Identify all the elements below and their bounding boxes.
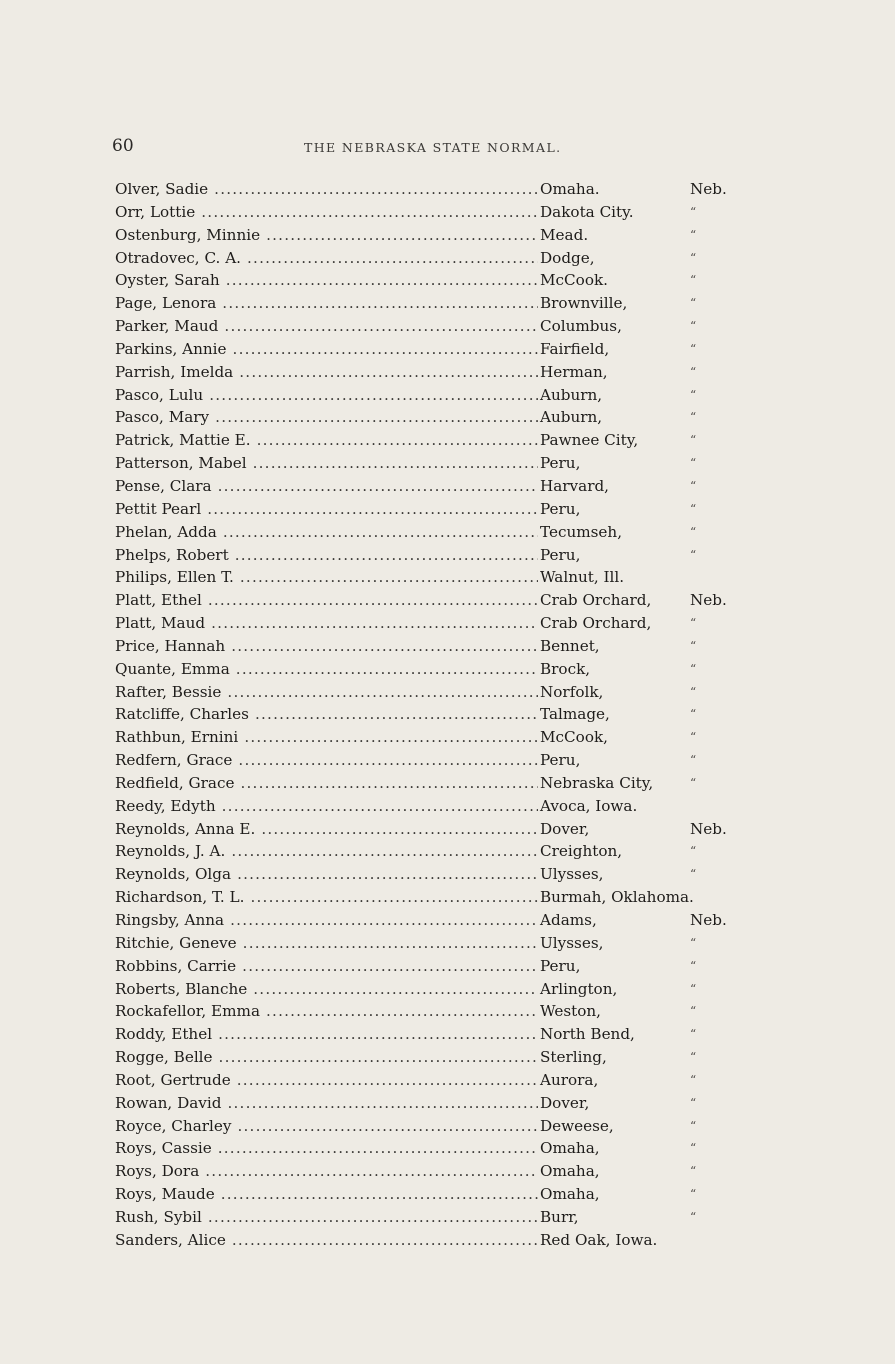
student-name: Quante, Emma ..... <box>115 658 538 681</box>
student-name: Rush, Sybil ..... <box>115 1206 538 1229</box>
list-item <box>115 269 745 292</box>
student-town: Peru, <box>538 498 580 521</box>
student-state: “ <box>690 1000 697 1023</box>
student-name: Philips, Ellen T. ..... <box>115 566 538 589</box>
student-town: Dakota City. <box>538 201 634 224</box>
list-item <box>115 1137 745 1160</box>
list-item <box>115 1115 745 1138</box>
student-town: Columbus, <box>538 315 622 338</box>
list-item <box>115 178 745 201</box>
student-town: Burmah, Oklahoma. <box>538 886 694 909</box>
student-name: Royce, Charley ..... <box>115 1115 538 1138</box>
student-name: Parkins, Annie ..... <box>115 338 538 361</box>
list-item <box>115 1092 745 1115</box>
student-state: “ <box>690 1160 697 1183</box>
student-state: “ <box>690 1023 697 1046</box>
student-state: “ <box>690 269 697 292</box>
student-state: “ <box>690 315 697 338</box>
list-item <box>115 726 745 749</box>
student-town: Tecumseh, <box>538 521 622 544</box>
page-number: 60 <box>112 136 134 156</box>
student-town: Omaha, <box>538 1183 600 1206</box>
student-state: “ <box>690 406 697 429</box>
student-town: Norfolk, <box>538 681 603 704</box>
student-state: “ <box>690 247 697 270</box>
student-state: “ <box>690 498 697 521</box>
student-state: “ <box>690 1092 697 1115</box>
student-town: Auburn, <box>538 406 602 429</box>
student-state: “ <box>690 635 697 658</box>
student-state: Neb. <box>690 178 727 201</box>
student-town: Burr, <box>538 1206 579 1229</box>
student-name: Root, Gertrude ..... <box>115 1069 538 1092</box>
list-item <box>115 589 745 612</box>
student-town: Brock, <box>538 658 590 681</box>
list-item <box>115 406 745 429</box>
student-name: Roys, Maude ..... <box>115 1183 538 1206</box>
student-town: Nebraska City, <box>538 772 653 795</box>
student-town: Bennet, <box>538 635 600 658</box>
student-town: Sterling, <box>538 1046 607 1069</box>
student-town: Crab Orchard, <box>538 612 651 635</box>
student-state: “ <box>690 932 697 955</box>
student-town: Ulysses, <box>538 863 603 886</box>
list-item <box>115 612 745 635</box>
student-town: Harvard, <box>538 475 609 498</box>
list-item <box>115 1229 745 1252</box>
student-state: “ <box>690 384 697 407</box>
student-town: Weston, <box>538 1000 601 1023</box>
student-town: Dover, <box>538 818 589 841</box>
student-town: Pawnee City, <box>538 429 638 452</box>
list-item <box>115 772 745 795</box>
student-town: North Bend, <box>538 1023 635 1046</box>
student-name: Roys, Cassie ..... <box>115 1137 538 1160</box>
student-state: “ <box>690 1046 697 1069</box>
list-item <box>115 909 745 932</box>
student-town: Adams, <box>538 909 597 932</box>
student-town: Peru, <box>538 955 580 978</box>
student-state: “ <box>690 429 697 452</box>
list-item <box>115 521 745 544</box>
list-item <box>115 201 745 224</box>
student-state: “ <box>690 955 697 978</box>
student-name: Reedy, Edyth ..... <box>115 795 538 818</box>
student-state: “ <box>690 544 697 567</box>
student-state: “ <box>690 840 697 863</box>
student-town: Auburn, <box>538 384 602 407</box>
list-item <box>115 361 745 384</box>
list-item <box>115 886 745 909</box>
student-town: Peru, <box>538 544 580 567</box>
student-state: “ <box>690 1115 697 1138</box>
student-town: Avoca, Iowa. <box>538 795 637 818</box>
list-item <box>115 544 745 567</box>
student-name: Ratcliffe, Charles ..... <box>115 703 538 726</box>
list-item <box>115 658 745 681</box>
student-state: “ <box>690 772 697 795</box>
student-state: “ <box>690 726 697 749</box>
student-town: Peru, <box>538 452 580 475</box>
student-name: Page, Lenora ..... <box>115 292 538 315</box>
list-item <box>115 932 745 955</box>
student-town: McCook. <box>538 269 608 292</box>
student-name: Otradovec, C. A. ..... <box>115 247 538 270</box>
student-name: Platt, Ethel ..... <box>115 589 538 612</box>
student-name: Rowan, David ..... <box>115 1092 538 1115</box>
student-town: Crab Orchard, <box>538 589 651 612</box>
student-town: Omaha, <box>538 1160 600 1183</box>
list-item <box>115 315 745 338</box>
list-item <box>115 955 745 978</box>
student-state: “ <box>690 361 697 384</box>
student-state: “ <box>690 201 697 224</box>
student-name: Rafter, Bessie ..... <box>115 681 538 704</box>
student-name: Platt, Maud ..... <box>115 612 538 635</box>
list-item <box>115 247 745 270</box>
student-state: Neb. <box>690 818 727 841</box>
student-town: Brownville, <box>538 292 627 315</box>
student-name: Patrick, Mattie E. ..... <box>115 429 538 452</box>
student-name: Rogge, Belle ..... <box>115 1046 538 1069</box>
list-item <box>115 1206 745 1229</box>
student-name: Rathbun, Ernini ..... <box>115 726 538 749</box>
student-state: “ <box>690 292 697 315</box>
student-name: Redfield, Grace ..... <box>115 772 538 795</box>
list-item <box>115 1046 745 1069</box>
student-list <box>115 178 745 1252</box>
list-item <box>115 840 745 863</box>
list-item <box>115 795 745 818</box>
student-name: Reynolds, J. A. ..... <box>115 840 538 863</box>
student-name: Pasco, Mary ..... <box>115 406 538 429</box>
student-name: Ostenburg, Minnie ..... <box>115 224 538 247</box>
student-state: “ <box>690 1183 697 1206</box>
student-name: Ringsby, Anna ..... <box>115 909 538 932</box>
list-item <box>115 498 745 521</box>
student-state: “ <box>690 1137 697 1160</box>
student-state: Neb. <box>690 909 727 932</box>
student-name: Redfern, Grace ..... <box>115 749 538 772</box>
student-town: Talmage, <box>538 703 610 726</box>
list-item <box>115 681 745 704</box>
student-town: Red Oak, Iowa. <box>538 1229 657 1252</box>
list-item <box>115 818 745 841</box>
student-state: “ <box>690 658 697 681</box>
list-item <box>115 224 745 247</box>
list-item <box>115 978 745 1001</box>
list-item <box>115 749 745 772</box>
list-item <box>115 1069 745 1092</box>
list-item <box>115 292 745 315</box>
student-town: Fairfield, <box>538 338 609 361</box>
student-town: Walnut, Ill. <box>538 566 624 589</box>
student-state: “ <box>690 338 697 361</box>
student-name: Phelan, Adda ..... <box>115 521 538 544</box>
student-state: “ <box>690 978 697 1001</box>
student-town: Mead. <box>538 224 588 247</box>
student-name: Patterson, Mabel ..... <box>115 452 538 475</box>
student-name: Pense, Clara ..... <box>115 475 538 498</box>
student-town: Omaha, <box>538 1137 600 1160</box>
student-state: “ <box>690 863 697 886</box>
page-header <box>112 136 732 162</box>
student-name: Roys, Dora ..... <box>115 1160 538 1183</box>
student-state: “ <box>690 681 697 704</box>
student-town: Herman, <box>538 361 608 384</box>
student-name: Richardson, T. L. ..... <box>115 886 538 909</box>
student-town: Peru, <box>538 749 580 772</box>
student-town: Deweese, <box>538 1115 614 1138</box>
running-title: THE NEBRASKA STATE NORMAL. <box>304 140 562 155</box>
list-item <box>115 566 745 589</box>
student-state: “ <box>690 224 697 247</box>
student-name: Robbins, Carrie ..... <box>115 955 538 978</box>
student-name: Reynolds, Anna E. ..... <box>115 818 538 841</box>
student-name: Olver, Sadie ..... <box>115 178 538 201</box>
student-name: Roddy, Ethel ..... <box>115 1023 538 1046</box>
student-state: “ <box>690 612 697 635</box>
student-town: Creighton, <box>538 840 622 863</box>
student-state: “ <box>690 1206 697 1229</box>
student-state: “ <box>690 1069 697 1092</box>
student-state: “ <box>690 475 697 498</box>
list-item <box>115 475 745 498</box>
student-town: Arlington, <box>538 978 617 1001</box>
student-name: Oyster, Sarah ..... <box>115 269 538 292</box>
student-name: Phelps, Robert ..... <box>115 544 538 567</box>
list-item <box>115 1023 745 1046</box>
student-name: Parrish, Imelda ..... <box>115 361 538 384</box>
student-town: McCook, <box>538 726 608 749</box>
student-name: Pettit Pearl ..... <box>115 498 538 521</box>
list-item <box>115 1160 745 1183</box>
student-name: Sanders, Alice ..... <box>115 1229 538 1252</box>
list-item <box>115 384 745 407</box>
student-state: “ <box>690 521 697 544</box>
student-state: “ <box>690 452 697 475</box>
student-town: Dodge, <box>538 247 595 270</box>
list-item <box>115 703 745 726</box>
student-name: Parker, Maud ..... <box>115 315 538 338</box>
list-item <box>115 452 745 475</box>
list-item <box>115 863 745 886</box>
student-name: Price, Hannah ..... <box>115 635 538 658</box>
student-state: Neb. <box>690 589 727 612</box>
student-state: “ <box>690 749 697 772</box>
list-item <box>115 1000 745 1023</box>
student-town: Aurora, <box>538 1069 598 1092</box>
student-name: Reynolds, Olga ..... <box>115 863 538 886</box>
student-town: Ulysses, <box>538 932 603 955</box>
student-town: Omaha. <box>538 178 600 201</box>
list-item <box>115 338 745 361</box>
student-name: Rockafellor, Emma ..... <box>115 1000 538 1023</box>
list-item <box>115 1183 745 1206</box>
student-name: Ritchie, Geneve ..... <box>115 932 538 955</box>
list-item <box>115 635 745 658</box>
student-name: Orr, Lottie ..... <box>115 201 538 224</box>
student-name: Pasco, Lulu ..... <box>115 384 538 407</box>
student-name: Roberts, Blanche ..... <box>115 978 538 1001</box>
student-town: Dover, <box>538 1092 589 1115</box>
list-item <box>115 429 745 452</box>
student-state: “ <box>690 703 697 726</box>
